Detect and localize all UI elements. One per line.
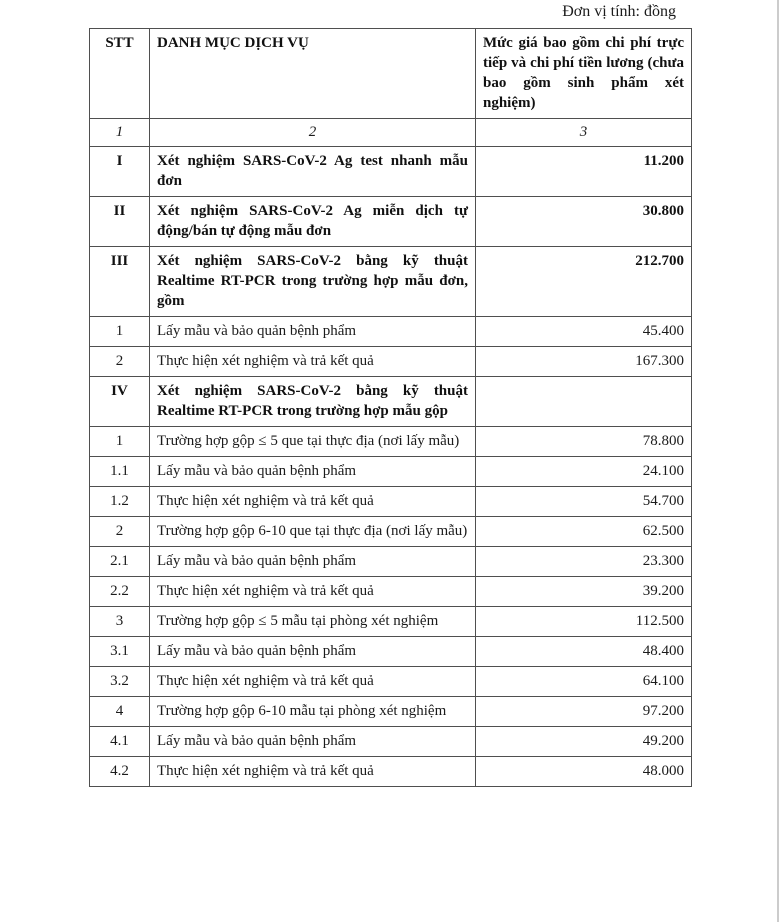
page-edge-line xyxy=(777,0,779,922)
table-head xyxy=(90,29,692,147)
stt-cell: 4.2 xyxy=(90,757,150,787)
service-cell: Trường hợp gộp 6-10 mẫu tại phòng xét nghiệm xyxy=(150,697,476,727)
service-cell: Thực hiện xét nghiệm và trả kết quả xyxy=(150,347,476,377)
table-row xyxy=(90,667,692,697)
service-cell: Xét nghiệm SARS-CoV-2 Ag test nhanh mẫu đơn xyxy=(150,147,476,197)
stt-cell: 1 xyxy=(90,317,150,347)
stt-cell: 2.1 xyxy=(90,547,150,577)
service-cell: Xét nghiệm SARS-CoV-2 Ag miễn dịch tự động/bán tự động mẫu đơn xyxy=(150,197,476,247)
price-cell: 24.100 xyxy=(476,457,692,487)
service-cell: Lấy mẫu và bảo quản bệnh phẩm xyxy=(150,547,476,577)
unit-note: Đơn vị tính: đồng xyxy=(562,3,676,20)
header-row xyxy=(90,29,692,119)
service-cell: Xét nghiệm SARS-CoV-2 bằng kỹ thuật Realtime RT-PCR trong trường hợp mẫu gộp xyxy=(150,377,476,427)
stt-cell: IV xyxy=(90,377,150,427)
service-cell: Lấy mẫu và bảo quản bệnh phẩm xyxy=(150,457,476,487)
stt-cell: 3 xyxy=(90,607,150,637)
price-cell: 48.400 xyxy=(476,637,692,667)
stt-cell: 4.1 xyxy=(90,727,150,757)
price-cell: 64.100 xyxy=(476,667,692,697)
service-cell: Trường hợp gộp ≤ 5 que tại thực địa (nơi lấy mẫu) xyxy=(150,427,476,457)
stt-cell: 2.2 xyxy=(90,577,150,607)
stt-cell: 1.1 xyxy=(90,457,150,487)
table-row xyxy=(90,607,692,637)
price-cell: 212.700 xyxy=(476,247,692,317)
service-cell: Trường hợp gộp ≤ 5 mẫu tại phòng xét nghiệm xyxy=(150,607,476,637)
header-price: Mức giá bao gồm chi phí trực tiếp và chi phí tiền lương (chưa bao gồm sinh phẩm xét nghiệm) xyxy=(476,29,692,119)
stt-cell: 1 xyxy=(90,427,150,457)
stt-cell: 2 xyxy=(90,347,150,377)
service-cell: Thực hiện xét nghiệm và trả kết quả xyxy=(150,757,476,787)
index-cell-3: 3 xyxy=(476,119,692,147)
table-row xyxy=(90,377,692,427)
table-row xyxy=(90,427,692,457)
price-cell: 48.000 xyxy=(476,757,692,787)
table-row xyxy=(90,247,692,317)
price-cell: 97.200 xyxy=(476,697,692,727)
table-body xyxy=(90,147,692,787)
stt-cell: 1.2 xyxy=(90,487,150,517)
table-row xyxy=(90,457,692,487)
price-cell xyxy=(476,377,692,427)
price-cell: 54.700 xyxy=(476,487,692,517)
table-row xyxy=(90,757,692,787)
header-stt: STT xyxy=(90,29,150,119)
stt-cell: 3.2 xyxy=(90,667,150,697)
price-cell: 39.200 xyxy=(476,577,692,607)
table-row xyxy=(90,577,692,607)
table-row xyxy=(90,197,692,247)
price-cell: 49.200 xyxy=(476,727,692,757)
header-service: DANH MỤC DỊCH VỤ xyxy=(150,29,476,119)
table-row xyxy=(90,347,692,377)
table-row xyxy=(90,487,692,517)
stt-cell: 2 xyxy=(90,517,150,547)
service-cell: Thực hiện xét nghiệm và trả kết quả xyxy=(150,577,476,607)
price-cell: 62.500 xyxy=(476,517,692,547)
service-cell: Lấy mẫu và bảo quản bệnh phẩm xyxy=(150,637,476,667)
price-table xyxy=(89,28,692,787)
service-cell: Thực hiện xét nghiệm và trả kết quả xyxy=(150,487,476,517)
service-cell: Lấy mẫu và bảo quản bệnh phẩm xyxy=(150,317,476,347)
service-cell: Trường hợp gộp 6-10 que tại thực địa (nơi lấy mẫu) xyxy=(150,517,476,547)
price-cell: 112.500 xyxy=(476,607,692,637)
stt-cell: III xyxy=(90,247,150,317)
service-cell: Xét nghiệm SARS-CoV-2 bằng kỹ thuật Realtime RT-PCR trong trường hợp mẫu đơn, gồm xyxy=(150,247,476,317)
price-cell: 30.800 xyxy=(476,197,692,247)
index-cell-1: 1 xyxy=(90,119,150,147)
price-cell: 23.300 xyxy=(476,547,692,577)
table-row xyxy=(90,697,692,727)
table-row xyxy=(90,547,692,577)
stt-cell: 3.1 xyxy=(90,637,150,667)
price-cell: 167.300 xyxy=(476,347,692,377)
stt-cell: 4 xyxy=(90,697,150,727)
table-row xyxy=(90,517,692,547)
price-cell: 78.800 xyxy=(476,427,692,457)
table-row xyxy=(90,317,692,347)
stt-cell: II xyxy=(90,197,150,247)
table-row xyxy=(90,727,692,757)
service-cell: Thực hiện xét nghiệm và trả kết quả xyxy=(150,667,476,697)
column-index-row xyxy=(90,119,692,147)
price-cell: 11.200 xyxy=(476,147,692,197)
table-row xyxy=(90,637,692,667)
table-row xyxy=(90,147,692,197)
index-cell-2: 2 xyxy=(150,119,476,147)
price-cell: 45.400 xyxy=(476,317,692,347)
stt-cell: I xyxy=(90,147,150,197)
service-cell: Lấy mẫu và bảo quản bệnh phẩm xyxy=(150,727,476,757)
